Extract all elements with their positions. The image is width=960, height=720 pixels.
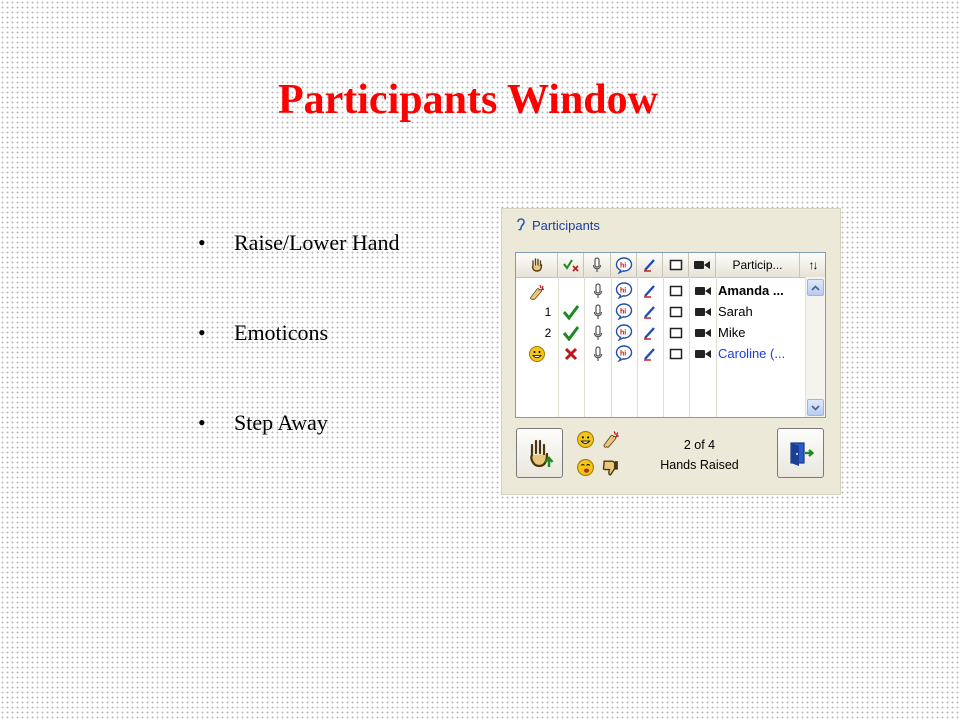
participant-column-header[interactable]: Particip... <box>716 253 800 277</box>
agree-disagree-icon[interactable] <box>558 253 584 277</box>
whiteboard-icon[interactable] <box>663 253 689 277</box>
pencil-icon[interactable] <box>637 253 663 277</box>
panel-title: Participants <box>532 218 600 233</box>
step-away-button[interactable] <box>777 428 824 478</box>
hands-raised-count: 2 of 4 <box>683 438 716 452</box>
microphone-icon[interactable] <box>584 253 611 277</box>
panel-header <box>516 217 600 234</box>
hands-raised-label: Hands Raised <box>660 458 739 472</box>
scroll-down-button[interactable] <box>807 399 824 416</box>
smile-icon[interactable] <box>576 430 595 454</box>
svg-text:hi: hi <box>620 287 627 295</box>
participant-name: Mike <box>718 325 746 340</box>
svg-text:hi: hi <box>620 350 627 358</box>
grid-header <box>516 253 825 278</box>
participant-row[interactable] <box>516 280 806 301</box>
svg-text:hi: hi <box>620 329 627 337</box>
participant-row[interactable] <box>516 343 806 364</box>
svg-text:hi: hi <box>620 308 627 316</box>
hands-raised-status <box>642 435 757 475</box>
vertical-scrollbar[interactable] <box>805 277 825 417</box>
bullet-step-away: • Step Away <box>198 410 328 435</box>
ear-icon <box>516 217 526 234</box>
sort-button[interactable]: ↑↓ <box>808 258 817 272</box>
applause-icon <box>516 280 558 301</box>
laugh-icon[interactable] <box>576 458 595 482</box>
smile-icon <box>516 343 558 364</box>
applause-icon[interactable] <box>600 428 622 453</box>
queue-number: 1 <box>544 304 552 319</box>
participant-name: Sarah <box>718 304 753 319</box>
participant-row[interactable] <box>516 301 806 322</box>
cross-icon <box>558 343 584 364</box>
participant-name: Amanda ... <box>718 283 784 298</box>
participants-grid <box>515 252 826 418</box>
bullet-emoticons: • Emoticons <box>198 320 329 345</box>
participant-row[interactable] <box>516 322 806 343</box>
hand-icon[interactable] <box>516 253 558 277</box>
bullet-raise-hand: • Raise/Lower Hand <box>198 230 400 255</box>
slide-title: Participants Window <box>277 77 658 123</box>
thumbs-down-icon[interactable] <box>601 458 620 482</box>
participant-name: Caroline (... <box>718 346 786 361</box>
camera-icon[interactable] <box>689 253 716 277</box>
step-away-door-icon <box>787 439 815 467</box>
participants-panel <box>501 208 841 495</box>
check-icon <box>558 301 584 322</box>
svg-text:hi: hi <box>619 262 626 269</box>
raise-hand-icon <box>525 437 555 469</box>
queue-number: 2 <box>544 325 552 340</box>
bullet-list <box>198 226 400 496</box>
check-icon <box>558 322 584 343</box>
scroll-up-button[interactable] <box>807 279 824 296</box>
raise-hand-button[interactable] <box>516 428 563 478</box>
chat-icon[interactable] <box>611 253 637 277</box>
